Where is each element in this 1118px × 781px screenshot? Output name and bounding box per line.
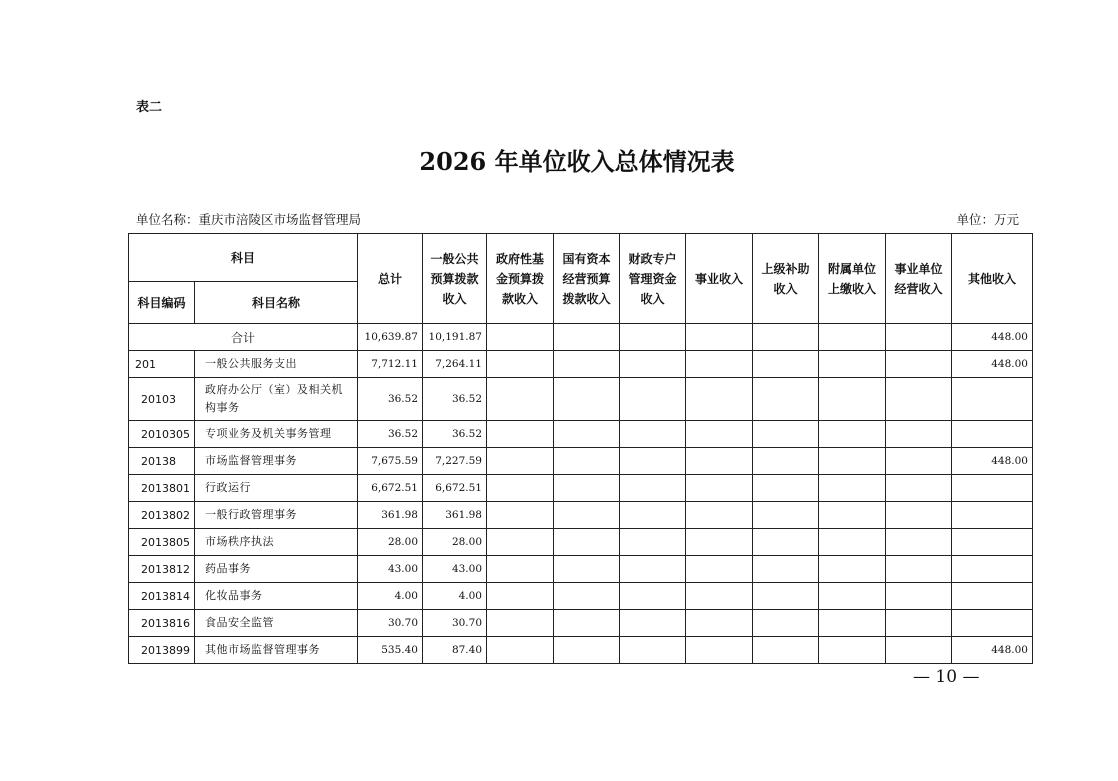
total-label: 合计 (129, 324, 358, 351)
row-total: 28.00 (358, 529, 423, 556)
row-code: 2013814 (129, 583, 195, 610)
table-row (129, 378, 1033, 421)
table-row (129, 421, 1033, 448)
unit-label: 单位：万元 (956, 212, 1019, 227)
row-general-budget: 7,227.59 (423, 448, 487, 475)
row-other-income (952, 502, 1033, 529)
row-name: 市场监督管理事务 (195, 448, 358, 475)
total-row (129, 324, 1033, 351)
table-row (129, 502, 1033, 529)
row-total: 535.40 (358, 637, 423, 664)
row-code: 2013802 (129, 502, 195, 529)
row-general-budget: 36.52 (423, 421, 487, 448)
row-code: 20138 (129, 448, 195, 475)
row-general-budget: 87.40 (423, 637, 487, 664)
unit-name: 单位名称：重庆市涪陵区市场监督管理局 (136, 212, 362, 227)
table-row (129, 583, 1033, 610)
table-row (129, 610, 1033, 637)
row-other-income: 448.00 (952, 351, 1033, 378)
row-name: 专项业务及机关事务管理 (195, 421, 358, 448)
row-general-budget: 6,672.51 (423, 475, 487, 502)
row-total: 6,672.51 (358, 475, 423, 502)
row-total: 7,675.59 (358, 448, 423, 475)
table-row (129, 529, 1033, 556)
row-general-budget: 43.00 (423, 556, 487, 583)
income-table (128, 233, 1033, 664)
row-code: 2013816 (129, 610, 195, 637)
row-total: 36.52 (358, 421, 423, 448)
row-total: 43.00 (358, 556, 423, 583)
header-other-income: 其他收入 (952, 234, 1033, 324)
header-superior-subsidy: 上级补助收入 (753, 234, 819, 324)
header-subject: 科目 (129, 234, 358, 282)
total-total: 10,639.87 (358, 324, 423, 351)
row-code: 2010305 (129, 421, 195, 448)
row-code: 2013801 (129, 475, 195, 502)
row-general-budget: 361.98 (423, 502, 487, 529)
header-fiscal-special: 财政专户管理资金收入 (620, 234, 686, 324)
row-other-income: 448.00 (952, 448, 1033, 475)
row-total: 7,712.11 (358, 351, 423, 378)
header-subject-code: 科目编码 (129, 282, 195, 324)
row-other-income (952, 378, 1033, 421)
row-code: 2013805 (129, 529, 195, 556)
total-other-income: 448.00 (952, 324, 1033, 351)
row-name: 政府办公厅（室）及相关机构事务 (195, 378, 358, 421)
table-row (129, 448, 1033, 475)
row-name: 市场秩序执法 (195, 529, 358, 556)
header-affiliated-income: 附属单位上缴收入 (819, 234, 886, 324)
row-other-income (952, 583, 1033, 610)
row-other-income (952, 610, 1033, 637)
header-business-income: 事业收入 (686, 234, 753, 324)
table-row (129, 475, 1033, 502)
total-general-budget: 10,191.87 (423, 324, 487, 351)
row-general-budget: 36.52 (423, 378, 487, 421)
row-total: 30.70 (358, 610, 423, 637)
row-other-income (952, 556, 1033, 583)
row-name: 药品事务 (195, 556, 358, 583)
table-row (129, 637, 1033, 664)
row-general-budget: 4.00 (423, 583, 487, 610)
header-general-budget: 一般公共预算拨款收入 (423, 234, 487, 324)
page-title: 2026 年单位收入总体情况表 (419, 147, 735, 176)
row-name: 一般公共服务支出 (195, 351, 358, 378)
row-general-budget: 30.70 (423, 610, 487, 637)
row-name: 行政运行 (195, 475, 358, 502)
row-other-income: 448.00 (952, 637, 1033, 664)
row-code: 2013812 (129, 556, 195, 583)
row-other-income (952, 421, 1033, 448)
row-name: 其他市场监督管理事务 (195, 637, 358, 664)
header-total: 总计 (358, 234, 423, 324)
row-total: 4.00 (358, 583, 423, 610)
row-code: 2013899 (129, 637, 195, 664)
row-code: 201 (129, 351, 195, 378)
header-subject-name: 科目名称 (195, 282, 358, 324)
page-number: — 10 — (913, 667, 980, 687)
row-code: 20103 (129, 378, 195, 421)
row-other-income (952, 529, 1033, 556)
table-label: 表二 (136, 100, 163, 115)
header-business-unit-income: 事业单位经营收入 (886, 234, 952, 324)
row-name: 化妆品事务 (195, 583, 358, 610)
table-row (129, 556, 1033, 583)
row-total: 36.52 (358, 378, 423, 421)
header-state-capital: 国有资本经营预算拨款收入 (554, 234, 620, 324)
row-general-budget: 28.00 (423, 529, 487, 556)
table-row (129, 351, 1033, 378)
row-general-budget: 7,264.11 (423, 351, 487, 378)
row-name: 一般行政管理事务 (195, 502, 358, 529)
row-other-income (952, 475, 1033, 502)
header-gov-fund: 政府性基金预算拨款收入 (487, 234, 554, 324)
row-name: 食品安全监管 (195, 610, 358, 637)
row-total: 361.98 (358, 502, 423, 529)
